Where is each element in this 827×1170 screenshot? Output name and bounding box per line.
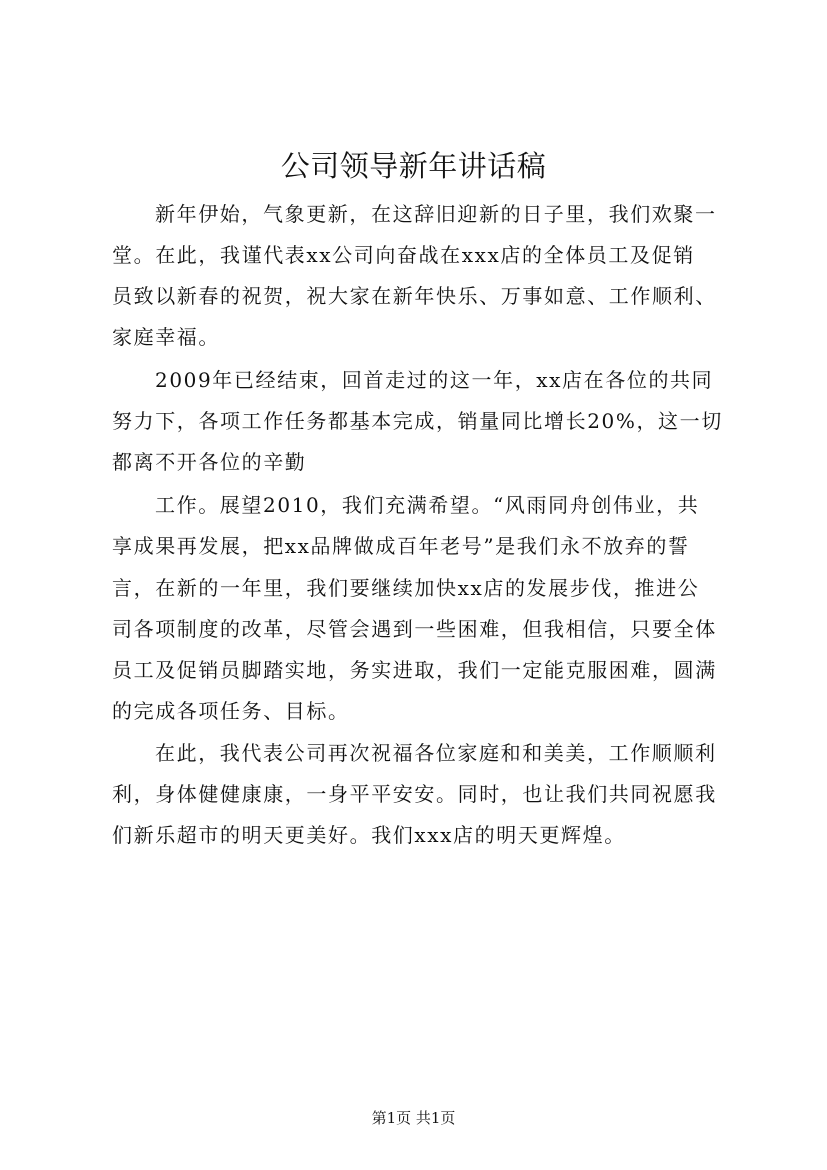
document-title: 公司领导新年讲话稿 xyxy=(280,149,547,183)
body-line-2: 堂。在此，我谨代表xx公司向奋战在xxx店的全体员工及促销 xyxy=(112,243,695,267)
body-line-13: 的完成各项任务、目标。 xyxy=(112,699,350,723)
body-line-3: 员致以新春的祝贺，祝大家在新年快乐、万事如意、工作顺利、 xyxy=(112,284,717,308)
body-line-1: 新年伊始，气象更新，在这辞旧迎新的日子里，我们欢聚一 xyxy=(155,202,717,226)
body-line-8: 工作。展望2010，我们充满希望。“风雨同舟创伟业，共 xyxy=(155,493,700,517)
body-line-4: 家庭幸福。 xyxy=(112,325,220,349)
body-line-14: 在此，我代表公司再次祝福各位家庭和和美美，工作顺顺利 xyxy=(155,741,717,765)
body-line-10: 言，在新的一年里，我们要继续加快xx店的发展步伐，推进公 xyxy=(112,576,700,600)
body-line-9: 享成果再发展，把xx品牌做成百年老号”是我们永不放弃的誓 xyxy=(112,534,690,558)
body-line-12: 员工及促销员脚踏实地，务实进取，我们一定能克服困难，圆满 xyxy=(112,658,717,682)
body-line-6: 努力下，各项工作任务都基本完成，销量同比增长20%，这一切 xyxy=(112,409,723,433)
body-line-15: 利，身体健健康康，一身平平安安。同时，也让我们共同祝愿我 xyxy=(112,782,717,806)
body-line-5: 2009年已经结束，回首走过的这一年，xx店在各位的共同 xyxy=(155,368,714,392)
page-number-footer: 第1页 共1页 xyxy=(371,1109,456,1127)
body-line-11: 司各项制度的改革，尽管会遇到一些困难，但我相信，只要全体 xyxy=(112,617,717,641)
body-line-16: 们新乐超市的明天更美好。我们xxx店的明天更辉煌。 xyxy=(112,823,626,847)
body-line-7: 都离不开各位的辛勤 xyxy=(112,450,307,474)
